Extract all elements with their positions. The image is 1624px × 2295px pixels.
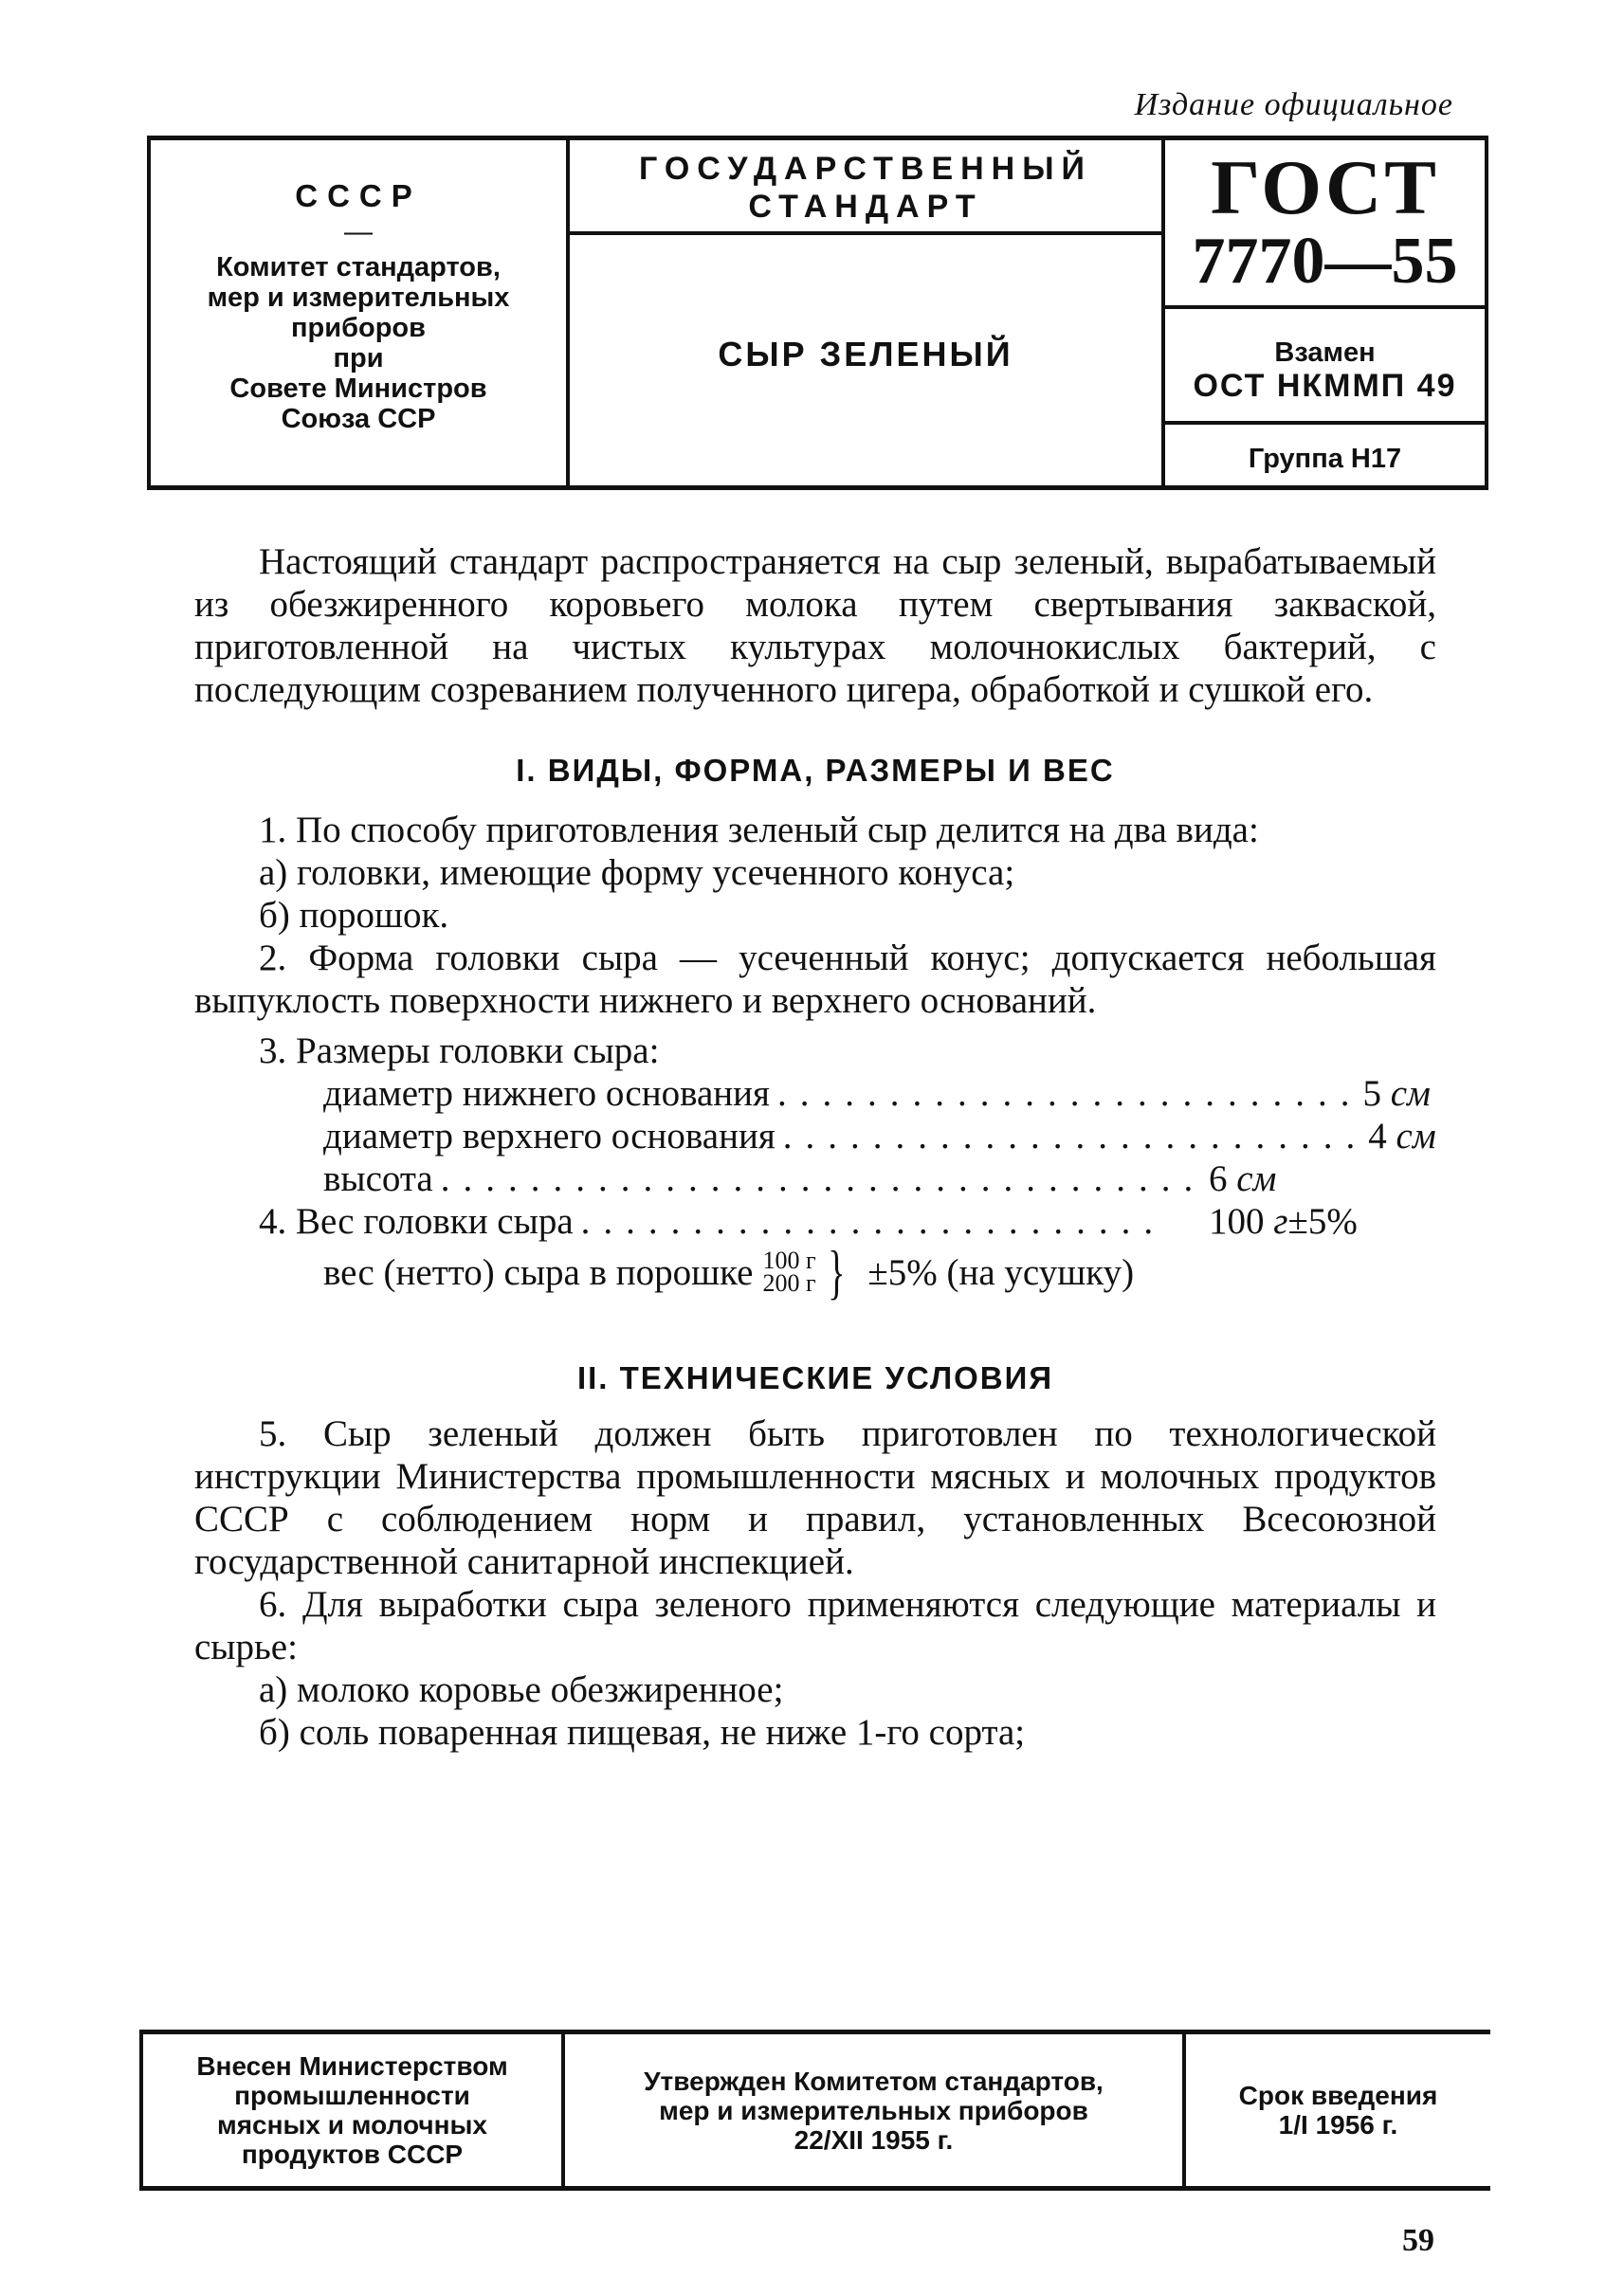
gost-number: 7770—55: [1192, 225, 1458, 298]
committee-line: Союза ССР: [281, 404, 436, 434]
dimension-value: 5 см: [1362, 1073, 1431, 1114]
weight-row: [194, 1200, 1436, 1243]
dot-leader: ..................................: [440, 1158, 1207, 1199]
approved-by-cell: [565, 2034, 1186, 2186]
designation-column: [1165, 140, 1485, 485]
submitted-line: продуктов СССР: [241, 2140, 464, 2169]
submitted-line: мясных и молочных: [216, 2110, 488, 2140]
submitted-by-cell: [143, 2034, 565, 2186]
list-item: а) молоко коровье обезжиренное;: [259, 1669, 784, 1710]
clause-paragraph: 1. По способу приготовления зеленый сыр делится на два вида:: [259, 810, 1259, 850]
dimension-row: [194, 1072, 1436, 1115]
approved-line: 22/XII 1955 г.: [794, 2124, 954, 2155]
dimension-row: [194, 1157, 1436, 1200]
committee-name: [151, 252, 566, 434]
standard-type: [570, 140, 1161, 235]
dimension-name: диаметр верхнего основания: [323, 1116, 776, 1157]
net-weight-row: [194, 1238, 1436, 1305]
clause-paragraph: 5. Сыр зеленый должен быть приготовлен по технологической инструкции Министерства промышленности мясных и молочных продуктов СССР с соблюдением норм и правил, установленных Всесоюзной государственной санитарной инспекцией.: [194, 1413, 1436, 1582]
net-weight-tolerance: ±5% (на усушку): [867, 1251, 1135, 1293]
section-heading: II. ТЕХНИЧЕСКИЕ УСЛОВИЯ: [576, 1360, 1054, 1395]
submitted-line: промышленности: [234, 2081, 470, 2110]
replaces-block: [1165, 309, 1485, 425]
edition-note: Издание официальное: [1134, 87, 1453, 122]
issuer-column: [151, 140, 570, 485]
approved-line: Утвержден Комитетом стандартов,: [644, 2066, 1104, 2096]
net-weight-option: 100 г: [762, 1247, 816, 1274]
dimension-value: 6 см: [1209, 1158, 1277, 1199]
effective-date-cell: [1186, 2034, 1490, 2186]
clause-paragraph: 3. Размеры головки сыра:: [259, 1030, 660, 1071]
gost-label: ГОСТ: [1211, 144, 1439, 230]
approved-line: мер и измерительных приборов: [659, 2095, 1088, 2125]
dot-leader: ..........................: [580, 1201, 1167, 1242]
weight-value: 100 г±5%: [1209, 1201, 1358, 1242]
standard-type-line: ГОСУДАРСТВЕННЫЙ: [639, 151, 1092, 187]
standard-type-line: СТАНДАРТ: [748, 189, 983, 225]
section-heading: I. ВИДЫ, ФОРМА, РАЗМЕРЫ И ВЕС: [516, 753, 1115, 788]
dimension-name: высота: [323, 1158, 433, 1199]
country-label: СССР: [295, 178, 422, 213]
brace-glyph: }: [827, 1238, 846, 1305]
dot-leader: ..........................: [782, 1116, 1369, 1157]
approval-footer-table: [139, 2030, 1490, 2191]
list-item: а) головки, имеющие форму усеченного конуса;: [259, 852, 1015, 893]
list-item: б) порошок.: [259, 895, 449, 936]
standard-header-table: [147, 136, 1488, 490]
weight-label: 4. Вес головки сыра: [259, 1201, 574, 1242]
replaces-value: ОСТ НКММП 49: [1193, 368, 1457, 404]
dimension-value: 4 см: [1368, 1116, 1436, 1157]
document-body: [194, 540, 1436, 1754]
product-title: СЫР ЗЕЛЕНЫЙ: [718, 335, 1013, 373]
committee-line: при: [333, 343, 384, 373]
dot-leader: ..........................: [776, 1073, 1363, 1114]
page-number: 59: [1402, 2223, 1434, 2258]
net-weight-option: 200 г: [762, 1269, 816, 1297]
committee-line: Совете Министров: [229, 373, 487, 404]
group-code: Группа Н17: [1248, 444, 1402, 474]
clause-paragraph: 6. Для выработки сыра зеленого применяются следующие материалы и сырье:: [194, 1584, 1436, 1667]
committee-line: мер и измерительных: [207, 282, 510, 313]
intro-paragraph: Настоящий стандарт распространяется на сыр зеленый, вырабатываемый из обезжиренного коровьего молока путем свертывания закваской, приготовленной на чистых культурах молочнокислых бактерий, с последующим созреванием полученного цигера, обработкой и сушкой его.: [194, 541, 1436, 710]
effective-line: Срок введения: [1238, 2081, 1438, 2110]
submitted-line: Внесен Министерством: [196, 2051, 508, 2081]
dimension-name: диаметр нижнего основания: [323, 1073, 770, 1114]
list-item: б) соль поваренная пищевая, не ниже 1-го сорта;: [259, 1712, 1026, 1753]
committee-line: Комитет стандартов,: [216, 252, 501, 282]
effective-line: 1/I 1956 г.: [1278, 2110, 1398, 2140]
title-column: [570, 140, 1165, 485]
committee-line: приборов: [291, 313, 426, 343]
gost-designation: [1165, 140, 1485, 309]
replaces-label: Взамен: [1274, 337, 1376, 368]
clause-paragraph: 2. Форма головки сыра — усеченный конус; допускается небольшая выпуклость поверхности нижнего и верхнего оснований.: [194, 938, 1436, 1021]
net-weight-options: [762, 1249, 815, 1295]
country-separator: —: [344, 216, 373, 247]
dimension-row: [194, 1115, 1436, 1157]
net-weight-label: вес (нетто) сыра в порошке: [323, 1251, 754, 1293]
